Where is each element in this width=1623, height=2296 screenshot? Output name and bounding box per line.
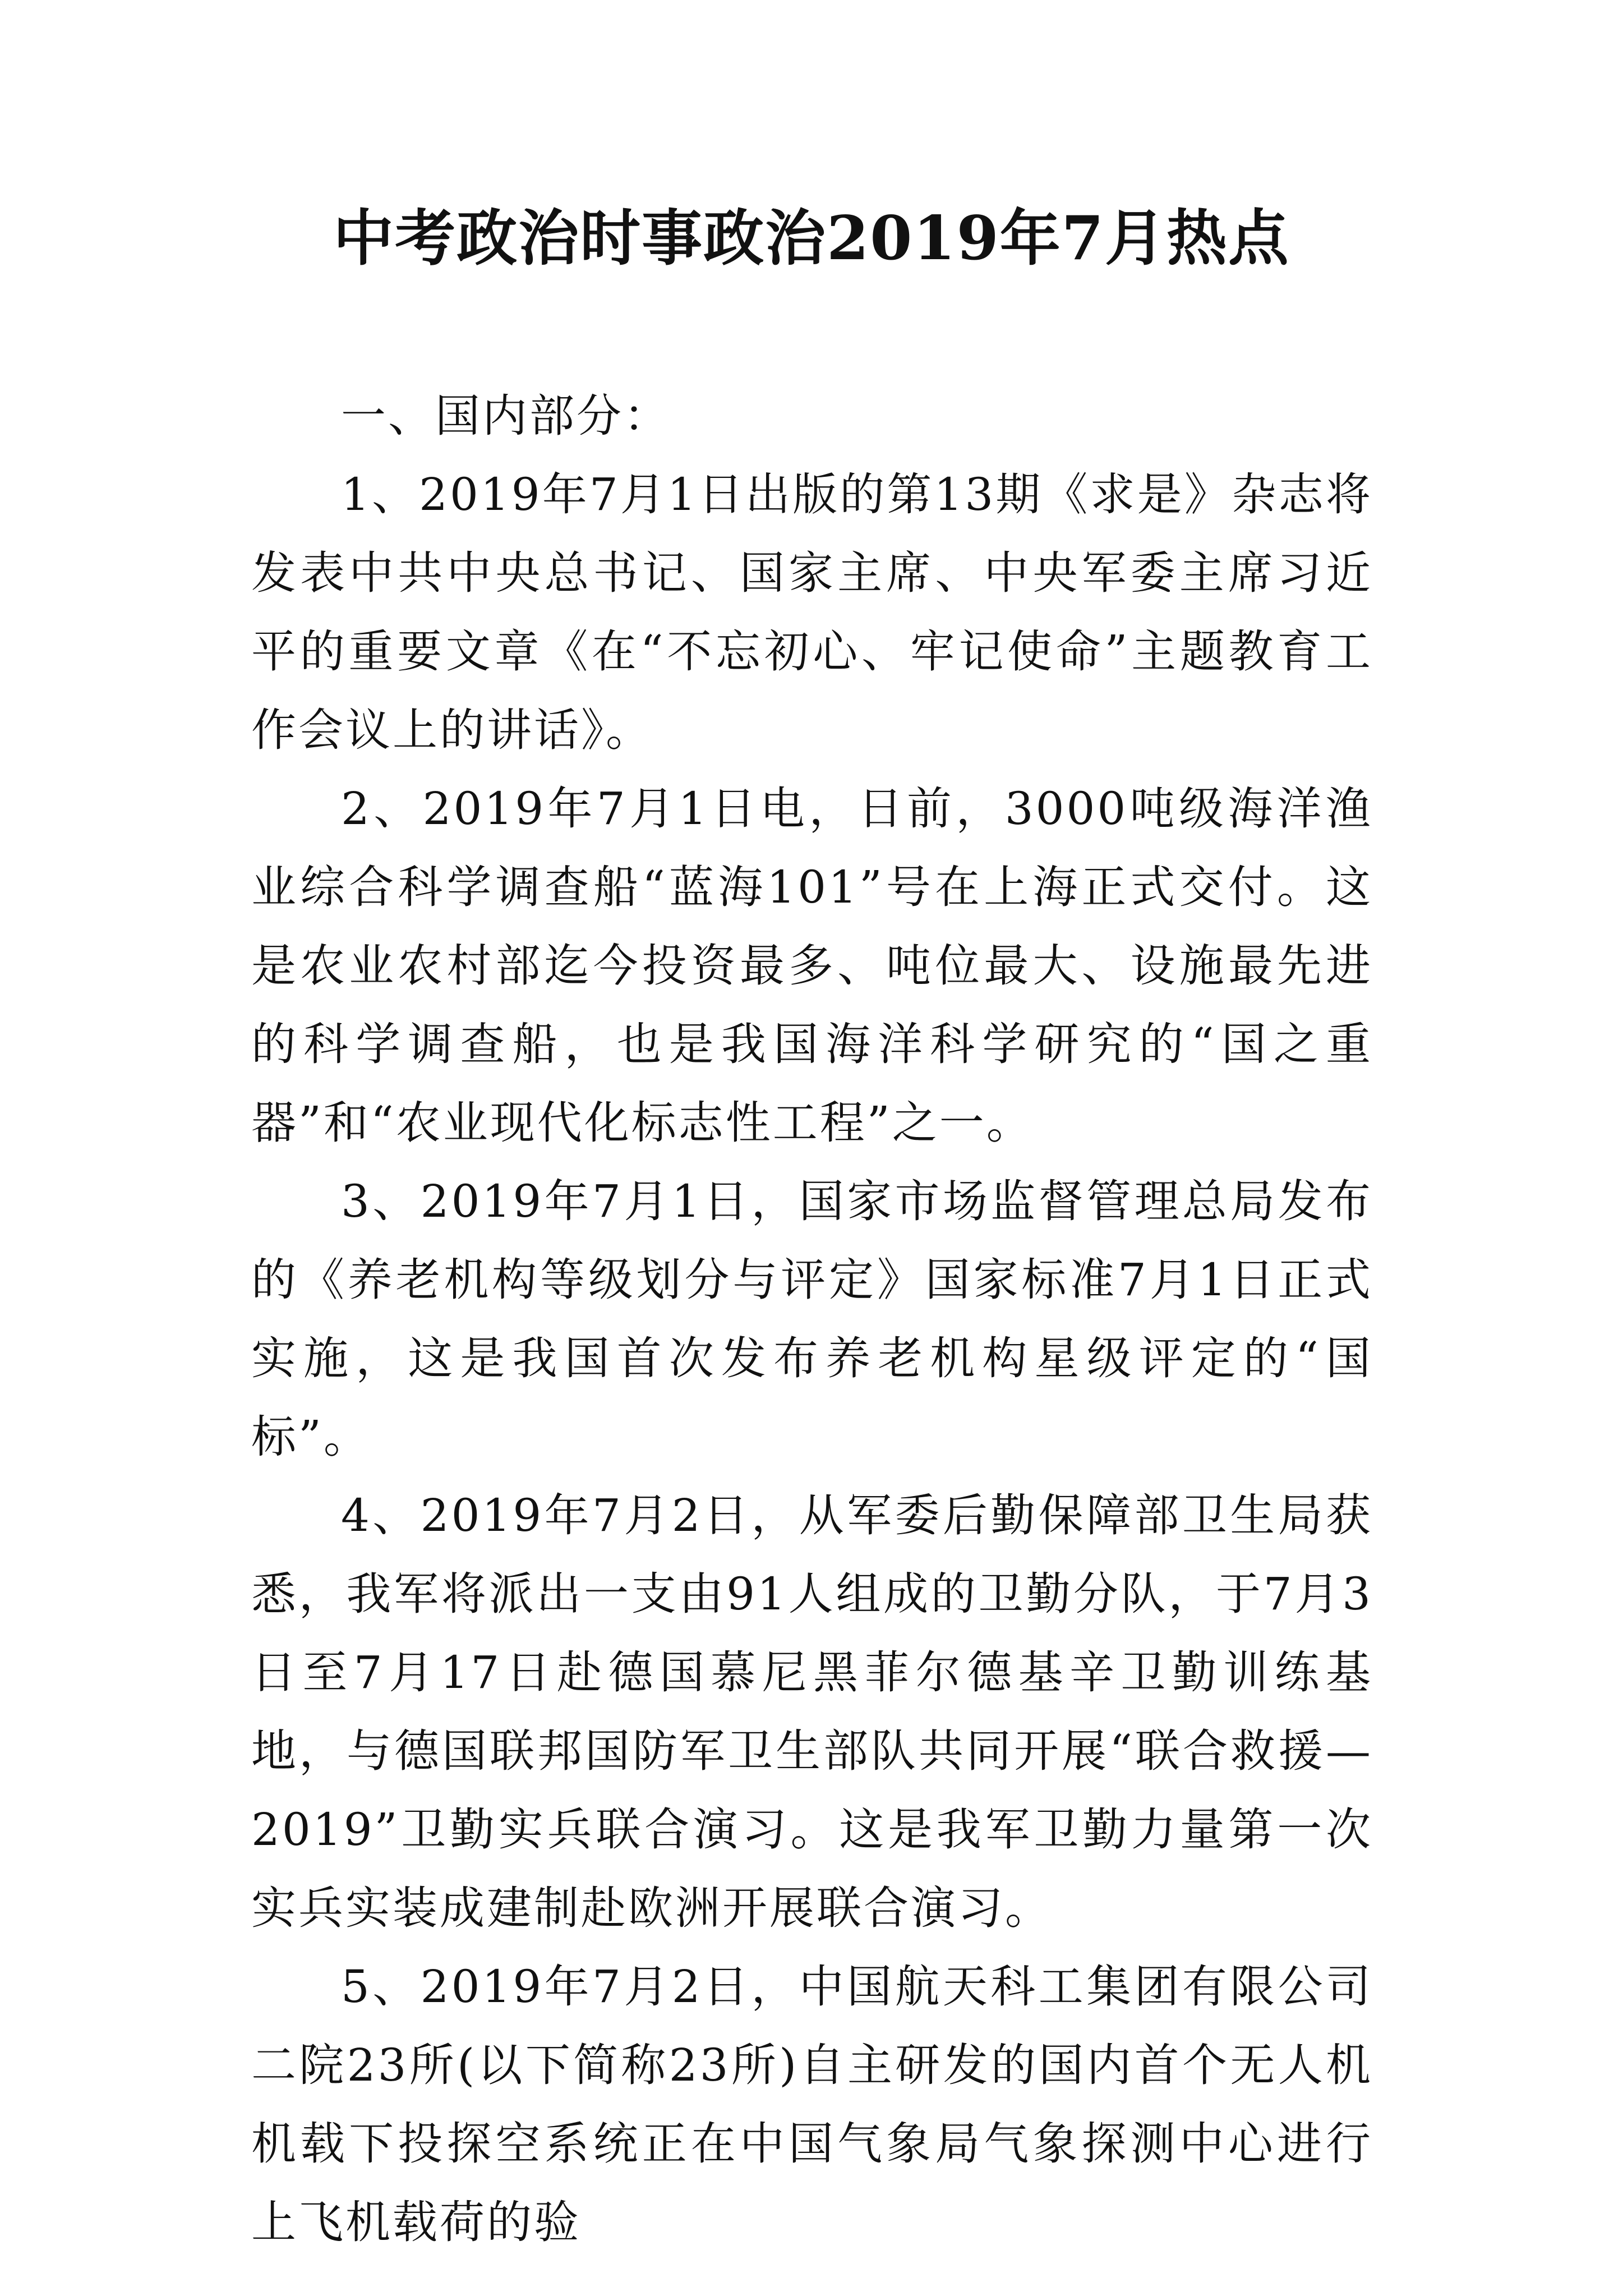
document-body: [251, 377, 1373, 2262]
paragraph-5: 5、2019年7月2日，中国航天科工集团有限公司二院23所(以下简称23所)自主研发的国内首个无人机机载下投探空系统正在中国气象局气象探测中心进行上飞机载荷的验: [251, 1961, 1373, 2248]
paragraph-3: 3、2019年7月1日，国家市场监督管理总局发布的《养老机构等级划分与评定》国家标准7月1日正式实施，这是我国首次发布养老机构星级评定的“国标”。: [251, 1175, 1373, 1463]
paragraph-2: 2、2019年7月1日电，日前，3000吨级海洋渔业综合科学调查船“蓝海101”号在上海正式交付。这是农业农村部迄今投资最多、吨位最大、设施最先进的科学调查船，也是我国海洋科学研究的“国之重器”和“农业现代化标志性工程”之一。: [251, 783, 1373, 1149]
paragraph-4: 4、2019年7月2日，从军委后勤保障部卫生局获悉，我军将派出一支由91人组成的卫勤分队，于7月3日至7月17日赴德国慕尼黑菲尔德基辛卫勤训练基地，与德国联邦国防军卫生部队共同开展“联合救援—2019”卫勤实兵联合演习。这是我军卫勤力量第一次实兵实装成建制赴欧洲开展联合演习。: [251, 1489, 1373, 1934]
paragraph-1: 1、2019年7月1日出版的第13期《求是》杂志将发表中共中央总书记、国家主席、中央军委主席习近平的重要文章《在“不忘初心、牢记使命”主题教育工作会议上的讲话》。: [251, 468, 1373, 756]
section-heading: 一、国内部分：: [341, 390, 671, 442]
document-title: 中考政治时事政治2019年7月热点: [333, 203, 1290, 274]
